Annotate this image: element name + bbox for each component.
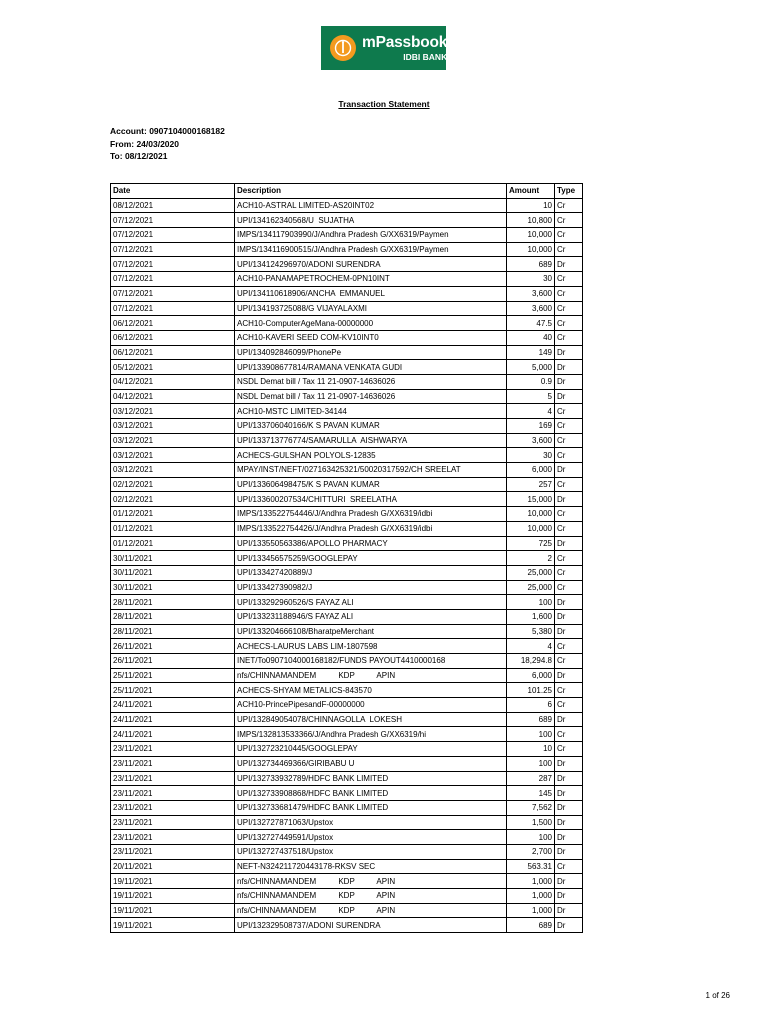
cell-date: 03/12/2021: [111, 404, 235, 419]
cell-description: MPAY/INST/NEFT/027163425321/50020317592/CH SREELAT: [235, 463, 507, 478]
cell-description: UPI/132727871063/Upstox: [235, 815, 507, 830]
cell-type: Dr: [555, 345, 583, 360]
cell-type: Dr: [555, 609, 583, 624]
cell-date: 04/12/2021: [111, 374, 235, 389]
cell-description: ACH10-KAVERI SEED COM-KV10INT0: [235, 330, 507, 345]
table-row: [111, 345, 583, 360]
cell-date: 19/11/2021: [111, 874, 235, 889]
cell-description: UPI/132727449591/Upstox: [235, 830, 507, 845]
cell-description: ACHECS-SHYAM METALICS-843570: [235, 683, 507, 698]
cell-date: 01/12/2021: [111, 507, 235, 522]
table-row: [111, 330, 583, 345]
cell-date: 23/11/2021: [111, 771, 235, 786]
cell-amount: 15,000: [507, 492, 555, 507]
cell-description: UPI/132329508737/ADONI SURENDRA: [235, 918, 507, 933]
table-row: [111, 463, 583, 478]
logo-title: mPassbook: [362, 34, 448, 51]
header-amount: Amount: [507, 184, 555, 199]
cell-date: 23/11/2021: [111, 786, 235, 801]
cell-amount: 10: [507, 198, 555, 213]
cell-type: Cr: [555, 698, 583, 713]
cell-type: Cr: [555, 272, 583, 287]
cell-date: 05/12/2021: [111, 360, 235, 375]
table-row: [111, 477, 583, 492]
cell-type: Cr: [555, 551, 583, 566]
cell-description: ACH10-MSTC LIMITED-34144: [235, 404, 507, 419]
table-header-row: [111, 184, 583, 199]
cell-description: UPI/134124296970/ADONI SURENDRA: [235, 257, 507, 272]
table-row: [111, 698, 583, 713]
table-row: [111, 742, 583, 757]
cell-type: Cr: [555, 565, 583, 580]
cell-type: Dr: [555, 903, 583, 918]
table-row: [111, 830, 583, 845]
cell-type: Dr: [555, 815, 583, 830]
cell-type: Cr: [555, 727, 583, 742]
table-row: [111, 580, 583, 595]
cell-date: 23/11/2021: [111, 815, 235, 830]
table-row: [111, 844, 583, 859]
cell-type: Cr: [555, 654, 583, 669]
page-number: 1 of 26: [705, 991, 730, 1000]
cell-type: Cr: [555, 859, 583, 874]
cell-date: 02/12/2021: [111, 492, 235, 507]
cell-date: 19/11/2021: [111, 903, 235, 918]
cell-date: 23/11/2021: [111, 800, 235, 815]
cell-description: nfs/CHINNAMANDEM KDP APIN: [235, 889, 507, 904]
from-date: From: 24/03/2020: [110, 138, 179, 149]
header-description: Description: [235, 184, 507, 199]
cell-type: Cr: [555, 213, 583, 228]
cell-date: 03/12/2021: [111, 433, 235, 448]
table-row: [111, 903, 583, 918]
cell-date: 23/11/2021: [111, 844, 235, 859]
cell-type: Dr: [555, 874, 583, 889]
table-row: [111, 316, 583, 331]
cell-date: 25/11/2021: [111, 668, 235, 683]
cell-description: UPI/133427420889/J: [235, 565, 507, 580]
cell-amount: 6,000: [507, 463, 555, 478]
cell-date: 28/11/2021: [111, 595, 235, 610]
cell-description: UPI/133600207534/CHITTURI SREELATHA: [235, 492, 507, 507]
table-row: [111, 404, 583, 419]
table-row: [111, 213, 583, 228]
cell-type: Cr: [555, 419, 583, 434]
cell-type: Dr: [555, 463, 583, 478]
cell-description: UPI/132734469366/GIRIBABU U: [235, 756, 507, 771]
cell-amount: 2: [507, 551, 555, 566]
header-date: Date: [111, 184, 235, 199]
cell-description: UPI/134110618906/ANCHA EMMANUEL: [235, 286, 507, 301]
cell-type: Dr: [555, 786, 583, 801]
cell-amount: 10,000: [507, 228, 555, 243]
cell-amount: 1,000: [507, 889, 555, 904]
cell-amount: 5: [507, 389, 555, 404]
cell-type: Dr: [555, 624, 583, 639]
cell-amount: 6: [507, 698, 555, 713]
cell-type: Dr: [555, 844, 583, 859]
table-row: [111, 668, 583, 683]
cell-date: 07/12/2021: [111, 301, 235, 316]
cell-description: IMPS/134116900515/J/Andhra Pradesh G/XX6319/Paymen: [235, 242, 507, 257]
cell-type: Cr: [555, 228, 583, 243]
cell-amount: 149: [507, 345, 555, 360]
cell-amount: 100: [507, 830, 555, 845]
account-info: [110, 125, 225, 163]
cell-description: UPI/132849054078/CHINNAGOLLA LOKESH: [235, 712, 507, 727]
cell-type: Dr: [555, 668, 583, 683]
table-row: [111, 918, 583, 933]
cell-description: ACH10-PrincePipesandF-00000000: [235, 698, 507, 713]
cell-date: 25/11/2021: [111, 683, 235, 698]
table-row: [111, 859, 583, 874]
cell-description: UPI/134092846099/PhonePe: [235, 345, 507, 360]
cell-date: 04/12/2021: [111, 389, 235, 404]
to-date: To: 08/12/2021: [110, 151, 168, 161]
cell-description: UPI/133550563386/APOLLO PHARMACY: [235, 536, 507, 551]
cell-type: Dr: [555, 771, 583, 786]
cell-type: Dr: [555, 536, 583, 551]
table-row: [111, 771, 583, 786]
table-row: [111, 433, 583, 448]
transaction-table: [110, 183, 583, 933]
table-row: [111, 448, 583, 463]
cell-type: Dr: [555, 389, 583, 404]
table-row: [111, 272, 583, 287]
cell-amount: 7,562: [507, 800, 555, 815]
cell-date: 30/11/2021: [111, 580, 235, 595]
table-row: [111, 815, 583, 830]
cell-description: UPI/133231188946/S FAYAZ ALI: [235, 609, 507, 624]
cell-amount: 5,380: [507, 624, 555, 639]
cell-type: Cr: [555, 742, 583, 757]
table-row: [111, 565, 583, 580]
cell-date: 07/12/2021: [111, 272, 235, 287]
cell-description: ACHECS-GULSHAN POLYOLS-12835: [235, 448, 507, 463]
cell-description: UPI/133456575259/GOOGLEPAY: [235, 551, 507, 566]
cell-amount: 1,000: [507, 874, 555, 889]
cell-type: Cr: [555, 639, 583, 654]
cell-type: Dr: [555, 889, 583, 904]
cell-amount: 10,000: [507, 242, 555, 257]
cell-date: 06/12/2021: [111, 330, 235, 345]
cell-description: NSDL Demat bill / Tax 11 21-0907-14636026: [235, 374, 507, 389]
cell-amount: 1,000: [507, 903, 555, 918]
table-row: [111, 419, 583, 434]
cell-description: nfs/CHINNAMANDEM KDP APIN: [235, 668, 507, 683]
cell-type: Cr: [555, 330, 583, 345]
cell-type: Cr: [555, 433, 583, 448]
cell-amount: 257: [507, 477, 555, 492]
table-row: [111, 389, 583, 404]
table-row: [111, 521, 583, 536]
account-number: Account: 0907104000168182: [110, 126, 225, 136]
cell-description: nfs/CHINNAMANDEM KDP APIN: [235, 874, 507, 889]
cell-amount: 4: [507, 639, 555, 654]
cell-description: IMPS/132813533366/J/Andhra Pradesh G/XX6319/hi: [235, 727, 507, 742]
cell-type: Dr: [555, 756, 583, 771]
cell-description: ACH10-ComputerAgeMana-00000000: [235, 316, 507, 331]
cell-description: UPI/133908677814/RAMANA VENKATA GUDI: [235, 360, 507, 375]
cell-date: 30/11/2021: [111, 565, 235, 580]
cell-type: Dr: [555, 595, 583, 610]
cell-description: IMPS/134117903990/J/Andhra Pradesh G/XX6319/Paymen: [235, 228, 507, 243]
cell-amount: 10,000: [507, 521, 555, 536]
table-row: [111, 683, 583, 698]
statement-title: Transaction Statement: [338, 99, 430, 109]
cell-amount: 100: [507, 756, 555, 771]
cell-description: IMPS/133522754426/J/Andhra Pradesh G/XX6319/idbi: [235, 521, 507, 536]
cell-date: 20/11/2021: [111, 859, 235, 874]
cell-date: 23/11/2021: [111, 756, 235, 771]
cell-type: Cr: [555, 507, 583, 522]
cell-description: ACH10-PANAMAPETROCHEM-0PN10INT: [235, 272, 507, 287]
table-row: [111, 639, 583, 654]
table-row: [111, 492, 583, 507]
cell-type: Dr: [555, 800, 583, 815]
cell-description: UPI/132727437518/Upstox: [235, 844, 507, 859]
table-row: [111, 286, 583, 301]
cell-amount: 3,600: [507, 286, 555, 301]
cell-type: Dr: [555, 918, 583, 933]
cell-type: Cr: [555, 242, 583, 257]
table-row: [111, 507, 583, 522]
cell-date: 23/11/2021: [111, 830, 235, 845]
cell-description: UPI/133427390982/J: [235, 580, 507, 595]
cell-amount: 40: [507, 330, 555, 345]
cell-date: 07/12/2021: [111, 257, 235, 272]
table-row: [111, 242, 583, 257]
table-row: [111, 198, 583, 213]
table-row: [111, 756, 583, 771]
table-row: [111, 301, 583, 316]
table-row: [111, 712, 583, 727]
cell-date: 01/12/2021: [111, 536, 235, 551]
cell-date: 03/12/2021: [111, 419, 235, 434]
cell-date: 19/11/2021: [111, 889, 235, 904]
cell-amount: 169: [507, 419, 555, 434]
cell-description: NSDL Demat bill / Tax 11 21-0907-14636026: [235, 389, 507, 404]
cell-type: Cr: [555, 477, 583, 492]
cell-date: 26/11/2021: [111, 654, 235, 669]
cell-amount: 10,800: [507, 213, 555, 228]
cell-date: 26/11/2021: [111, 639, 235, 654]
cell-date: 06/12/2021: [111, 345, 235, 360]
cell-description: UPI/133706040166/K S PAVAN KUMAR: [235, 419, 507, 434]
cell-type: Cr: [555, 448, 583, 463]
cell-date: 28/11/2021: [111, 624, 235, 639]
cell-date: 01/12/2021: [111, 521, 235, 536]
cell-date: 03/12/2021: [111, 448, 235, 463]
cell-type: Cr: [555, 580, 583, 595]
cell-amount: 0.9: [507, 374, 555, 389]
cell-description: UPI/134193725088/G VIJAYALAXMI: [235, 301, 507, 316]
table-row: [111, 800, 583, 815]
cell-amount: 287: [507, 771, 555, 786]
cell-amount: 10: [507, 742, 555, 757]
cell-description: UPI/134162340568/U SUJATHA: [235, 213, 507, 228]
cell-type: Dr: [555, 374, 583, 389]
cell-date: 19/11/2021: [111, 918, 235, 933]
cell-description: UPI/132733908868/HDFC BANK LIMITED: [235, 786, 507, 801]
idbi-logo-icon: [330, 35, 356, 61]
cell-description: UPI/132723210445/GOOGLEPAY: [235, 742, 507, 757]
cell-date: 24/11/2021: [111, 698, 235, 713]
cell-amount: 25,000: [507, 565, 555, 580]
cell-amount: 1,600: [507, 609, 555, 624]
cell-date: 08/12/2021: [111, 198, 235, 213]
cell-description: NEFT-N324211720443178-RKSV SEC: [235, 859, 507, 874]
cell-amount: 725: [507, 536, 555, 551]
cell-amount: 25,000: [507, 580, 555, 595]
cell-description: nfs/CHINNAMANDEM KDP APIN: [235, 903, 507, 918]
table-row: [111, 786, 583, 801]
cell-amount: 100: [507, 595, 555, 610]
cell-date: 23/11/2021: [111, 742, 235, 757]
cell-amount: 101.25: [507, 683, 555, 698]
logo-subtitle: IDBI BANK: [403, 51, 448, 62]
cell-description: UPI/133606498475/K S PAVAN KUMAR: [235, 477, 507, 492]
cell-amount: 5,000: [507, 360, 555, 375]
cell-amount: 1,500: [507, 815, 555, 830]
cell-date: 07/12/2021: [111, 213, 235, 228]
cell-description: IMPS/133522754446/J/Andhra Pradesh G/XX6319/idbi: [235, 507, 507, 522]
cell-description: UPI/132733681479/HDFC BANK LIMITED: [235, 800, 507, 815]
cell-description: INET/To0907104000168182/FUNDS PAYOUT4410000168: [235, 654, 507, 669]
transaction-rows: [111, 198, 583, 932]
cell-amount: 18,294.8: [507, 654, 555, 669]
cell-type: Dr: [555, 360, 583, 375]
cell-amount: 689: [507, 257, 555, 272]
cell-date: 24/11/2021: [111, 712, 235, 727]
cell-type: Cr: [555, 316, 583, 331]
cell-type: Dr: [555, 257, 583, 272]
cell-amount: 689: [507, 712, 555, 727]
table-row: [111, 609, 583, 624]
cell-amount: 30: [507, 448, 555, 463]
cell-amount: 10,000: [507, 507, 555, 522]
cell-type: Cr: [555, 683, 583, 698]
mpassbook-logo: [321, 26, 446, 70]
cell-type: Cr: [555, 198, 583, 213]
table-row: [111, 654, 583, 669]
table-row: [111, 228, 583, 243]
cell-type: Cr: [555, 404, 583, 419]
cell-date: 03/12/2021: [111, 463, 235, 478]
cell-type: Dr: [555, 830, 583, 845]
cell-description: UPI/132733932789/HDFC BANK LIMITED: [235, 771, 507, 786]
cell-description: UPI/133713776774/SAMARULLA AISHWARYA: [235, 433, 507, 448]
cell-date: 07/12/2021: [111, 286, 235, 301]
cell-amount: 6,000: [507, 668, 555, 683]
cell-type: Dr: [555, 712, 583, 727]
cell-type: Cr: [555, 286, 583, 301]
cell-date: 07/12/2021: [111, 228, 235, 243]
cell-amount: 3,600: [507, 433, 555, 448]
cell-type: Cr: [555, 301, 583, 316]
cell-type: Cr: [555, 521, 583, 536]
table-row: [111, 257, 583, 272]
cell-type: Dr: [555, 492, 583, 507]
cell-amount: 4: [507, 404, 555, 419]
cell-description: UPI/133204666108/BharatpeMerchant: [235, 624, 507, 639]
table-row: [111, 595, 583, 610]
cell-amount: 563.31: [507, 859, 555, 874]
cell-date: 02/12/2021: [111, 477, 235, 492]
cell-amount: 689: [507, 918, 555, 933]
table-row: [111, 874, 583, 889]
cell-amount: 145: [507, 786, 555, 801]
cell-description: UPI/133292960526/S FAYAZ ALI: [235, 595, 507, 610]
cell-date: 07/12/2021: [111, 242, 235, 257]
header-type: Type: [555, 184, 583, 199]
cell-date: 24/11/2021: [111, 727, 235, 742]
cell-description: ACH10-ASTRAL LIMITED-AS20INT02: [235, 198, 507, 213]
cell-amount: 100: [507, 727, 555, 742]
table-row: [111, 624, 583, 639]
table-row: [111, 889, 583, 904]
cell-amount: 2,700: [507, 844, 555, 859]
cell-amount: 3,600: [507, 301, 555, 316]
cell-amount: 47.5: [507, 316, 555, 331]
cell-date: 30/11/2021: [111, 551, 235, 566]
cell-date: 28/11/2021: [111, 609, 235, 624]
table-row: [111, 536, 583, 551]
table-row: [111, 374, 583, 389]
cell-description: ACHECS-LAURUS LABS LIM-1807598: [235, 639, 507, 654]
cell-date: 06/12/2021: [111, 316, 235, 331]
table-row: [111, 551, 583, 566]
table-row: [111, 360, 583, 375]
cell-amount: 30: [507, 272, 555, 287]
table-row: [111, 727, 583, 742]
